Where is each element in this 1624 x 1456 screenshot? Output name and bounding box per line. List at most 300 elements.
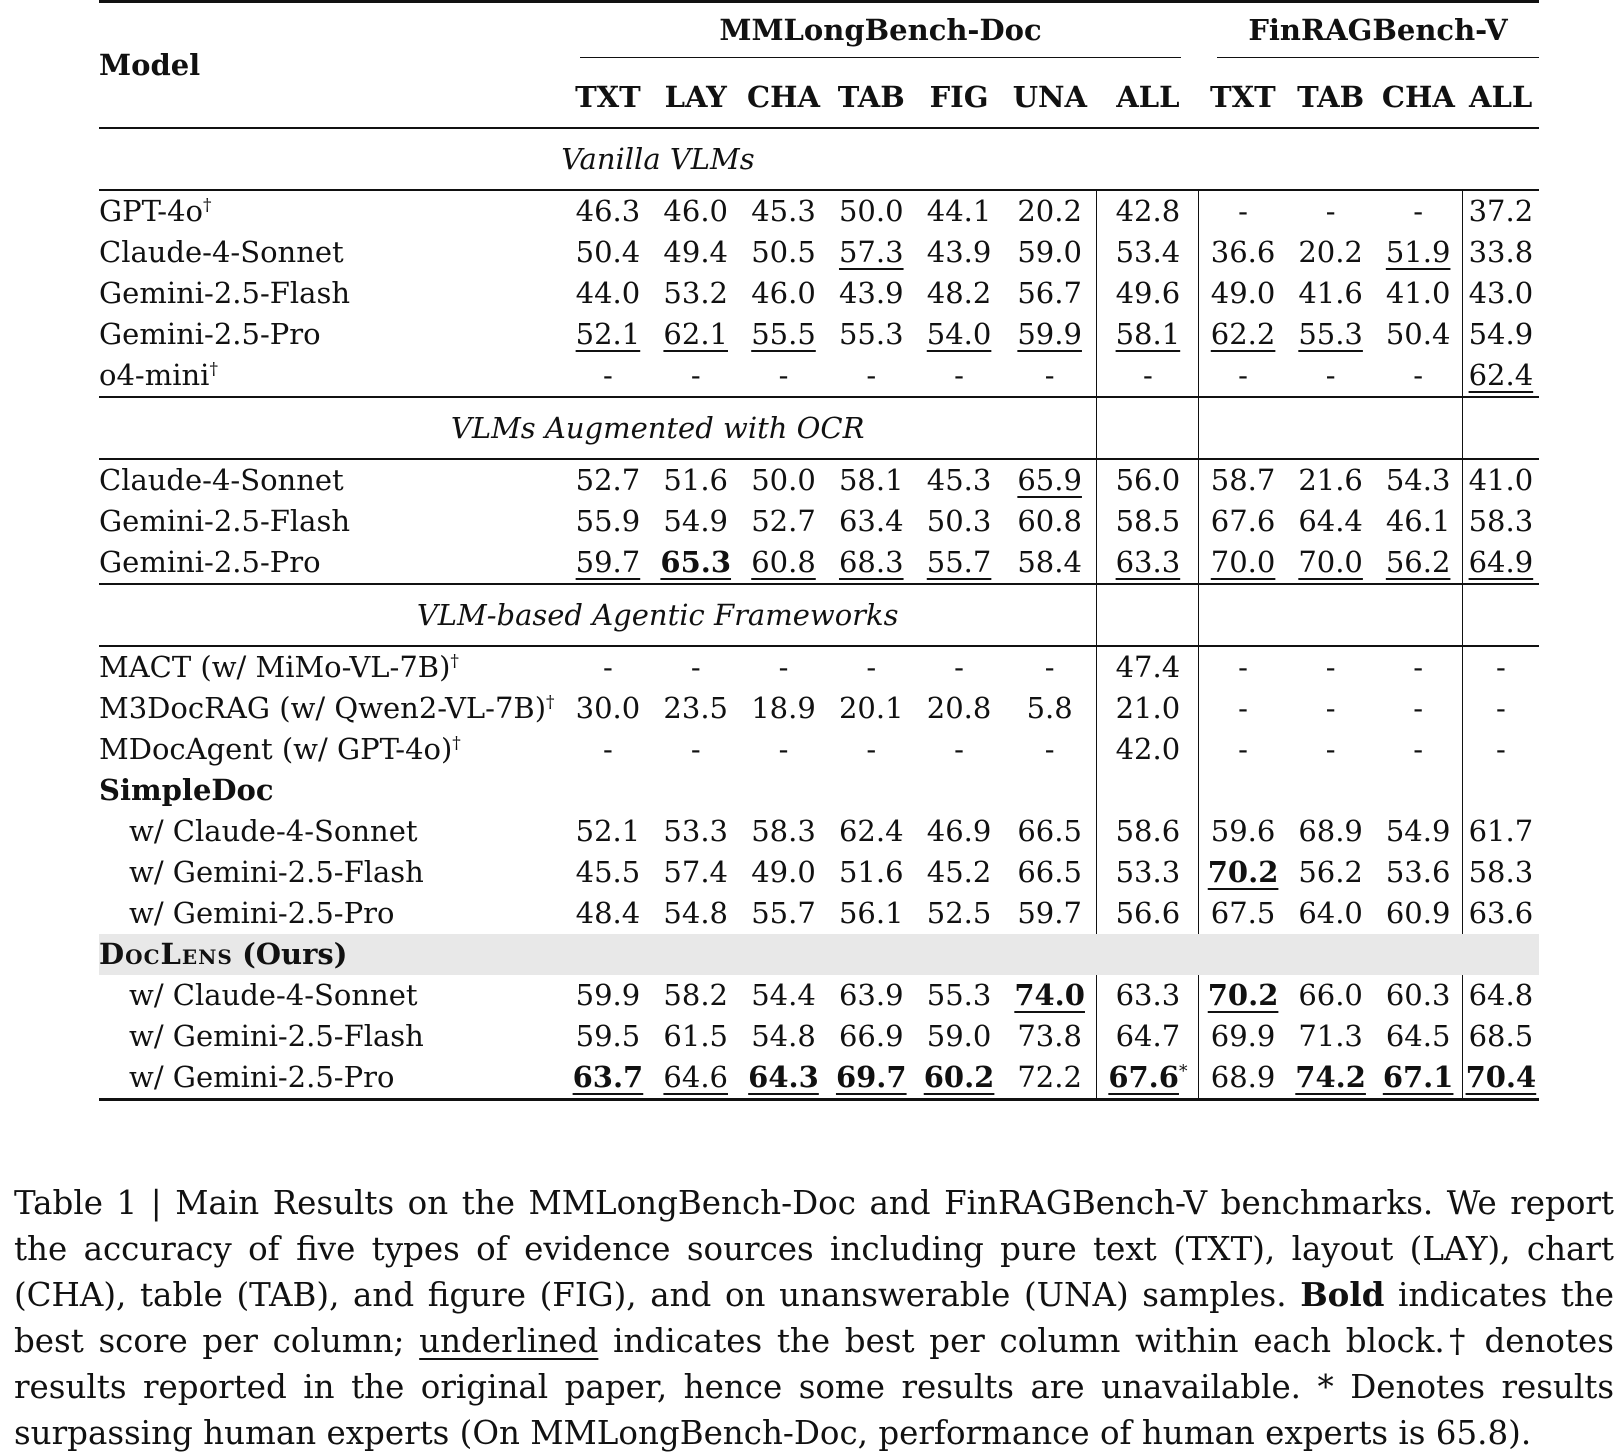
value-text: 20.1 bbox=[838, 691, 904, 725]
column-header-fin-cha: CHA bbox=[1381, 80, 1455, 114]
value-cell bbox=[915, 273, 1003, 314]
doclens-suffix: (Ours) bbox=[242, 937, 348, 971]
section-filler bbox=[1199, 128, 1287, 190]
value-cell bbox=[1375, 232, 1463, 273]
value-cell bbox=[564, 1016, 652, 1057]
value-cell bbox=[1375, 1057, 1463, 1100]
value-cell bbox=[1199, 232, 1287, 273]
value-text: - bbox=[778, 650, 789, 684]
value-cell bbox=[740, 893, 828, 934]
value-text: 43.0 bbox=[1468, 276, 1534, 310]
value-text: 66.5 bbox=[1017, 814, 1082, 848]
value-text: - bbox=[954, 650, 964, 684]
value-text: 64.9 bbox=[1468, 545, 1534, 579]
value-cell bbox=[564, 729, 652, 770]
value-cell bbox=[652, 273, 740, 314]
value-text: 52.5 bbox=[926, 896, 992, 930]
value-text: 63.9 bbox=[838, 978, 904, 1012]
model-name: w/ Gemini-2.5-Pro bbox=[129, 896, 395, 930]
value-cell bbox=[1287, 314, 1375, 355]
value-text: - bbox=[1413, 732, 1424, 766]
group-filler bbox=[1199, 770, 1287, 811]
value-text: - bbox=[1413, 691, 1424, 725]
value-cell bbox=[1287, 729, 1375, 770]
value-text: - bbox=[1142, 358, 1153, 392]
value-text: 51.9 bbox=[1385, 235, 1451, 269]
value-text: 62.1 bbox=[663, 317, 728, 351]
value-cell bbox=[1462, 1057, 1539, 1100]
value-text: 21.0 bbox=[1115, 691, 1181, 725]
value-cell bbox=[564, 190, 652, 232]
value-text: - bbox=[1238, 194, 1248, 228]
value-cell bbox=[564, 273, 652, 314]
section-filler bbox=[1462, 128, 1539, 190]
value-cell bbox=[827, 542, 915, 584]
value-text: 64.4 bbox=[1298, 504, 1363, 538]
value-cell bbox=[652, 811, 740, 852]
value-text: - bbox=[1238, 358, 1248, 392]
value-cell bbox=[1199, 542, 1287, 584]
value-text: - bbox=[690, 358, 701, 392]
value-cell bbox=[740, 729, 828, 770]
model-name-text: Claude-4-Sonnet bbox=[99, 235, 344, 269]
value-text: 42.0 bbox=[1115, 732, 1181, 766]
value-text: 74.2 bbox=[1295, 1060, 1366, 1094]
value-cell bbox=[915, 459, 1003, 501]
value-text: 49.4 bbox=[663, 235, 728, 269]
section-filler bbox=[1287, 397, 1375, 459]
value-text: 33.8 bbox=[1468, 235, 1534, 269]
model-name-text: Gemini-2.5-Pro bbox=[99, 545, 321, 579]
value-text: 70.2 bbox=[1207, 978, 1279, 1012]
value-text: - bbox=[1495, 650, 1506, 684]
value-text: 48.4 bbox=[575, 896, 641, 930]
group-filler bbox=[740, 934, 828, 975]
column-header-fin-txt: TXT bbox=[1209, 80, 1276, 114]
value-cell bbox=[1462, 688, 1539, 729]
value-text: 70.4 bbox=[1465, 1060, 1537, 1094]
value-cell bbox=[1287, 273, 1375, 314]
value-cell bbox=[564, 852, 652, 893]
doclens-group-row bbox=[99, 934, 1539, 975]
table-row bbox=[99, 1057, 1539, 1100]
value-text: - bbox=[1238, 732, 1248, 766]
model-name bbox=[99, 729, 564, 770]
value-cell bbox=[1462, 729, 1539, 770]
value-cell bbox=[740, 232, 828, 273]
value-cell bbox=[1097, 459, 1199, 501]
model-name-text: Gemini-2.5-Pro bbox=[99, 317, 321, 351]
value-cell bbox=[740, 542, 828, 584]
value-cell bbox=[1097, 355, 1199, 397]
model-name-text: Claude-4-Sonnet bbox=[99, 463, 344, 497]
value-cell bbox=[1462, 459, 1539, 501]
value-cell bbox=[827, 852, 915, 893]
value-cell bbox=[1462, 893, 1539, 934]
value-text: 55.3 bbox=[926, 978, 992, 1012]
section-row bbox=[99, 584, 1539, 646]
value-text: 62.4 bbox=[1468, 358, 1534, 392]
value-text: 59.9 bbox=[575, 978, 641, 1012]
value-text: 50.4 bbox=[1385, 317, 1451, 351]
value-cell bbox=[915, 975, 1003, 1016]
model-name-text: M3DocRAG (w/ Qwen2-VL-7B) bbox=[99, 691, 547, 725]
table-row bbox=[99, 314, 1539, 355]
value-cell bbox=[1287, 811, 1375, 852]
value-text: 63.6 bbox=[1468, 896, 1534, 930]
table-row bbox=[99, 646, 1539, 688]
value-cell bbox=[827, 1057, 915, 1100]
value-cell bbox=[1287, 190, 1375, 232]
value-cell bbox=[1199, 314, 1287, 355]
value-cell bbox=[827, 190, 915, 232]
value-text: 51.6 bbox=[838, 855, 904, 889]
value-cell bbox=[652, 646, 740, 688]
value-cell bbox=[740, 459, 828, 501]
value-cell bbox=[1097, 273, 1199, 314]
value-text: - bbox=[1413, 194, 1424, 228]
value-cell bbox=[1199, 1016, 1287, 1057]
value-text: 59.6 bbox=[1210, 814, 1276, 848]
value-cell bbox=[652, 975, 740, 1016]
value-cell bbox=[1375, 646, 1463, 688]
simpledoc-group-row bbox=[99, 770, 1539, 811]
value-cell bbox=[1003, 852, 1097, 893]
value-cell bbox=[827, 646, 915, 688]
value-cell bbox=[1003, 1016, 1097, 1057]
table-row bbox=[99, 975, 1539, 1016]
value-cell bbox=[652, 459, 740, 501]
value-text: 54.0 bbox=[926, 317, 992, 351]
value-cell bbox=[1199, 893, 1287, 934]
value-text: 59.0 bbox=[926, 1019, 992, 1053]
value-cell bbox=[1462, 501, 1539, 542]
value-cell bbox=[1375, 1016, 1463, 1057]
table-row bbox=[99, 811, 1539, 852]
value-cell bbox=[1199, 1057, 1287, 1100]
value-text: 68.9 bbox=[1210, 1060, 1276, 1094]
value-cell bbox=[1097, 852, 1199, 893]
value-text: - bbox=[1325, 691, 1336, 725]
value-cell bbox=[915, 646, 1003, 688]
column-header-tab: TAB bbox=[837, 80, 905, 114]
value-cell bbox=[740, 273, 828, 314]
value-text: 46.3 bbox=[575, 194, 641, 228]
value-text: 46.0 bbox=[751, 276, 816, 310]
value-text: - bbox=[1044, 732, 1055, 766]
value-text: - bbox=[866, 358, 877, 392]
value-cell bbox=[827, 688, 915, 729]
value-cell bbox=[827, 729, 915, 770]
value-text: 49.0 bbox=[1210, 276, 1276, 310]
value-text: 52.1 bbox=[575, 317, 641, 351]
table-caption bbox=[14, 1180, 1614, 1456]
value-text: 58.1 bbox=[1115, 317, 1181, 351]
model-name bbox=[99, 355, 564, 397]
section-title: VLM-based Agentic Frameworks bbox=[416, 597, 899, 632]
value-text: 58.3 bbox=[1468, 504, 1534, 538]
value-cell bbox=[652, 355, 740, 397]
model-name: w/ Claude-4-Sonnet bbox=[129, 978, 418, 1012]
value-text: 52.7 bbox=[751, 504, 816, 538]
value-cell bbox=[652, 542, 740, 584]
value-cell bbox=[1287, 646, 1375, 688]
value-text: 59.9 bbox=[1017, 317, 1082, 351]
group-filler bbox=[1462, 770, 1539, 811]
value-cell bbox=[915, 688, 1003, 729]
model-header: Model bbox=[99, 47, 201, 82]
value-cell bbox=[1003, 893, 1097, 934]
value-text: 55.7 bbox=[926, 545, 992, 579]
value-cell bbox=[1375, 501, 1463, 542]
value-cell bbox=[1097, 811, 1199, 852]
column-header-fin-tab: TAB bbox=[1297, 80, 1365, 114]
value-text: - bbox=[603, 732, 613, 766]
value-text: - bbox=[954, 732, 964, 766]
value-text: 64.3 bbox=[748, 1060, 819, 1094]
value-cell bbox=[1003, 501, 1097, 542]
value-text: 60.8 bbox=[751, 545, 816, 579]
value-text: - bbox=[1325, 358, 1336, 392]
value-cell bbox=[1462, 314, 1539, 355]
table-row bbox=[99, 688, 1539, 729]
value-text: 56.7 bbox=[1017, 276, 1082, 310]
value-text: 67.6 bbox=[1108, 1060, 1179, 1094]
table-row bbox=[99, 893, 1539, 934]
value-text: 55.3 bbox=[838, 317, 904, 351]
value-text: - bbox=[1325, 650, 1336, 684]
value-text: 60.9 bbox=[1385, 896, 1451, 930]
value-cell bbox=[827, 975, 915, 1016]
value-text: 63.4 bbox=[838, 504, 904, 538]
value-cell bbox=[1462, 811, 1539, 852]
group-filler bbox=[564, 770, 652, 811]
value-text: 68.3 bbox=[838, 545, 904, 579]
value-cell bbox=[1097, 1057, 1199, 1100]
value-text: 44.0 bbox=[575, 276, 641, 310]
value-cell bbox=[564, 232, 652, 273]
table-row bbox=[99, 729, 1539, 770]
value-text: 55.5 bbox=[751, 317, 816, 351]
value-text: 70.0 bbox=[1298, 545, 1363, 579]
value-cell bbox=[915, 355, 1003, 397]
section-filler bbox=[1287, 128, 1375, 190]
value-text: 58.3 bbox=[751, 814, 816, 848]
value-text: 58.2 bbox=[663, 978, 728, 1012]
value-text: 63.3 bbox=[1115, 545, 1181, 579]
value-cell bbox=[1003, 355, 1097, 397]
model-name bbox=[99, 501, 564, 542]
model-name bbox=[99, 542, 564, 584]
caption-text-3: indicates the best per column within each block.† denotes results reported in the original paper, hence some results are unavailable. * Denotes results surpassing human experts (On MMLongBench-Doc, performance of human experts is 65.8). bbox=[14, 1322, 1614, 1452]
value-text: 60.2 bbox=[923, 1060, 995, 1094]
value-cell bbox=[564, 688, 652, 729]
value-cell bbox=[915, 314, 1003, 355]
section-filler bbox=[1287, 584, 1375, 646]
value-cell bbox=[652, 852, 740, 893]
star-mark: * bbox=[1178, 1061, 1188, 1082]
results-table bbox=[99, 0, 1539, 1101]
value-cell bbox=[740, 314, 828, 355]
value-text: 53.4 bbox=[1115, 235, 1181, 269]
value-cell bbox=[1287, 852, 1375, 893]
value-cell bbox=[1199, 501, 1287, 542]
value-text: 54.4 bbox=[751, 978, 816, 1012]
value-text: 46.9 bbox=[926, 814, 992, 848]
table-row bbox=[99, 1016, 1539, 1057]
value-text: 42.8 bbox=[1115, 194, 1181, 228]
value-cell bbox=[1462, 190, 1539, 232]
value-cell bbox=[564, 646, 652, 688]
value-cell bbox=[652, 1057, 740, 1100]
simpledoc-title: SimpleDoc bbox=[99, 773, 274, 807]
value-text: 54.9 bbox=[1468, 317, 1534, 351]
section-filler bbox=[1375, 584, 1463, 646]
value-cell bbox=[1287, 893, 1375, 934]
value-cell bbox=[1199, 852, 1287, 893]
value-text: 50.3 bbox=[926, 504, 992, 538]
value-text: 49.6 bbox=[1115, 276, 1181, 310]
group-filler bbox=[1287, 934, 1375, 975]
value-cell bbox=[1097, 542, 1199, 584]
group-filler bbox=[1003, 934, 1097, 975]
group-filler bbox=[1097, 770, 1199, 811]
value-text: - bbox=[1495, 691, 1506, 725]
value-cell bbox=[827, 273, 915, 314]
value-cell bbox=[1462, 232, 1539, 273]
value-text: 41.6 bbox=[1298, 276, 1363, 310]
section-filler bbox=[1097, 128, 1199, 190]
group-filler bbox=[915, 770, 1003, 811]
value-cell bbox=[915, 893, 1003, 934]
value-text: 64.7 bbox=[1115, 1019, 1181, 1053]
value-text: 46.0 bbox=[663, 194, 728, 228]
value-text: 53.2 bbox=[663, 276, 728, 310]
value-text: 60.3 bbox=[1385, 978, 1451, 1012]
value-cell bbox=[1003, 975, 1097, 1016]
group-filler bbox=[915, 934, 1003, 975]
value-cell bbox=[1199, 811, 1287, 852]
value-cell bbox=[564, 355, 652, 397]
model-name: w/ Gemini-2.5-Pro bbox=[129, 1060, 395, 1094]
value-cell bbox=[1462, 355, 1539, 397]
value-text: 5.8 bbox=[1026, 691, 1073, 725]
value-cell bbox=[1003, 729, 1097, 770]
value-cell bbox=[1375, 273, 1463, 314]
value-cell bbox=[1375, 811, 1463, 852]
value-cell bbox=[827, 811, 915, 852]
value-cell bbox=[1097, 1016, 1199, 1057]
value-cell bbox=[1003, 190, 1097, 232]
value-text: - bbox=[778, 358, 789, 392]
results-table-container bbox=[99, 0, 1539, 1101]
value-text: 63.3 bbox=[1115, 978, 1181, 1012]
value-text: 58.6 bbox=[1115, 814, 1181, 848]
value-text: 54.3 bbox=[1385, 463, 1451, 497]
value-text: 45.3 bbox=[751, 194, 816, 228]
caption-bold-word: Bold bbox=[1300, 1275, 1385, 1314]
model-name bbox=[99, 459, 564, 501]
value-text: 61.5 bbox=[663, 1019, 728, 1053]
value-text: 43.9 bbox=[838, 276, 904, 310]
group-filler bbox=[1199, 934, 1287, 975]
value-text: 23.5 bbox=[663, 691, 728, 725]
value-text: - bbox=[1044, 650, 1055, 684]
value-cell bbox=[1097, 893, 1199, 934]
value-cell bbox=[1375, 355, 1463, 397]
value-cell bbox=[915, 190, 1003, 232]
value-text: 20.2 bbox=[1298, 235, 1363, 269]
caption-underlined-word: underlined bbox=[419, 1322, 599, 1360]
value-cell bbox=[827, 232, 915, 273]
value-text: 69.9 bbox=[1210, 1019, 1276, 1053]
section-title: VLMs Augmented with OCR bbox=[450, 410, 865, 445]
column-header-fin-all: ALL bbox=[1468, 80, 1533, 114]
column-header-fig: FIG bbox=[929, 80, 989, 114]
value-text: 64.8 bbox=[1468, 978, 1534, 1012]
model-name-text: o4-mini bbox=[99, 358, 210, 392]
value-text: 54.9 bbox=[1385, 814, 1451, 848]
value-text: 65.3 bbox=[660, 545, 732, 579]
value-cell bbox=[1003, 646, 1097, 688]
group-filler bbox=[1375, 934, 1463, 975]
value-cell bbox=[564, 314, 652, 355]
group-filler bbox=[1375, 770, 1463, 811]
value-cell bbox=[564, 501, 652, 542]
value-text: - bbox=[1325, 732, 1336, 766]
value-text: 41.0 bbox=[1468, 463, 1534, 497]
value-text: 67.6 bbox=[1210, 504, 1276, 538]
value-text: - bbox=[1238, 650, 1248, 684]
value-cell bbox=[1287, 688, 1375, 729]
value-cell bbox=[915, 811, 1003, 852]
value-text: 36.6 bbox=[1210, 235, 1276, 269]
value-text: 52.1 bbox=[575, 814, 641, 848]
model-name bbox=[99, 688, 564, 729]
value-text: - bbox=[603, 650, 613, 684]
value-cell bbox=[1097, 232, 1199, 273]
value-text: - bbox=[690, 732, 701, 766]
value-cell bbox=[1199, 646, 1287, 688]
value-cell bbox=[1462, 646, 1539, 688]
value-cell bbox=[1097, 314, 1199, 355]
value-cell bbox=[1003, 459, 1097, 501]
value-text: 53.6 bbox=[1385, 855, 1451, 889]
value-text: - bbox=[1413, 358, 1424, 392]
model-name bbox=[99, 273, 564, 314]
value-cell bbox=[1199, 190, 1287, 232]
value-cell bbox=[1375, 852, 1463, 893]
value-text: 58.1 bbox=[838, 463, 904, 497]
value-text: 54.8 bbox=[751, 1019, 816, 1053]
value-text: 56.2 bbox=[1298, 855, 1363, 889]
value-text: 61.7 bbox=[1468, 814, 1534, 848]
value-text: - bbox=[954, 358, 964, 392]
group-filler bbox=[827, 934, 915, 975]
group-header-mmlongbench bbox=[564, 2, 1199, 68]
value-text: 51.6 bbox=[663, 463, 728, 497]
value-cell bbox=[915, 1016, 1003, 1057]
group-filler bbox=[564, 934, 652, 975]
value-text: 53.3 bbox=[663, 814, 728, 848]
value-cell bbox=[1287, 1057, 1375, 1100]
doclens-title-cell bbox=[99, 934, 564, 975]
value-text: 70.2 bbox=[1207, 855, 1279, 889]
value-text: 45.3 bbox=[926, 463, 992, 497]
value-cell bbox=[1003, 542, 1097, 584]
value-cell bbox=[827, 459, 915, 501]
table-row bbox=[99, 232, 1539, 273]
